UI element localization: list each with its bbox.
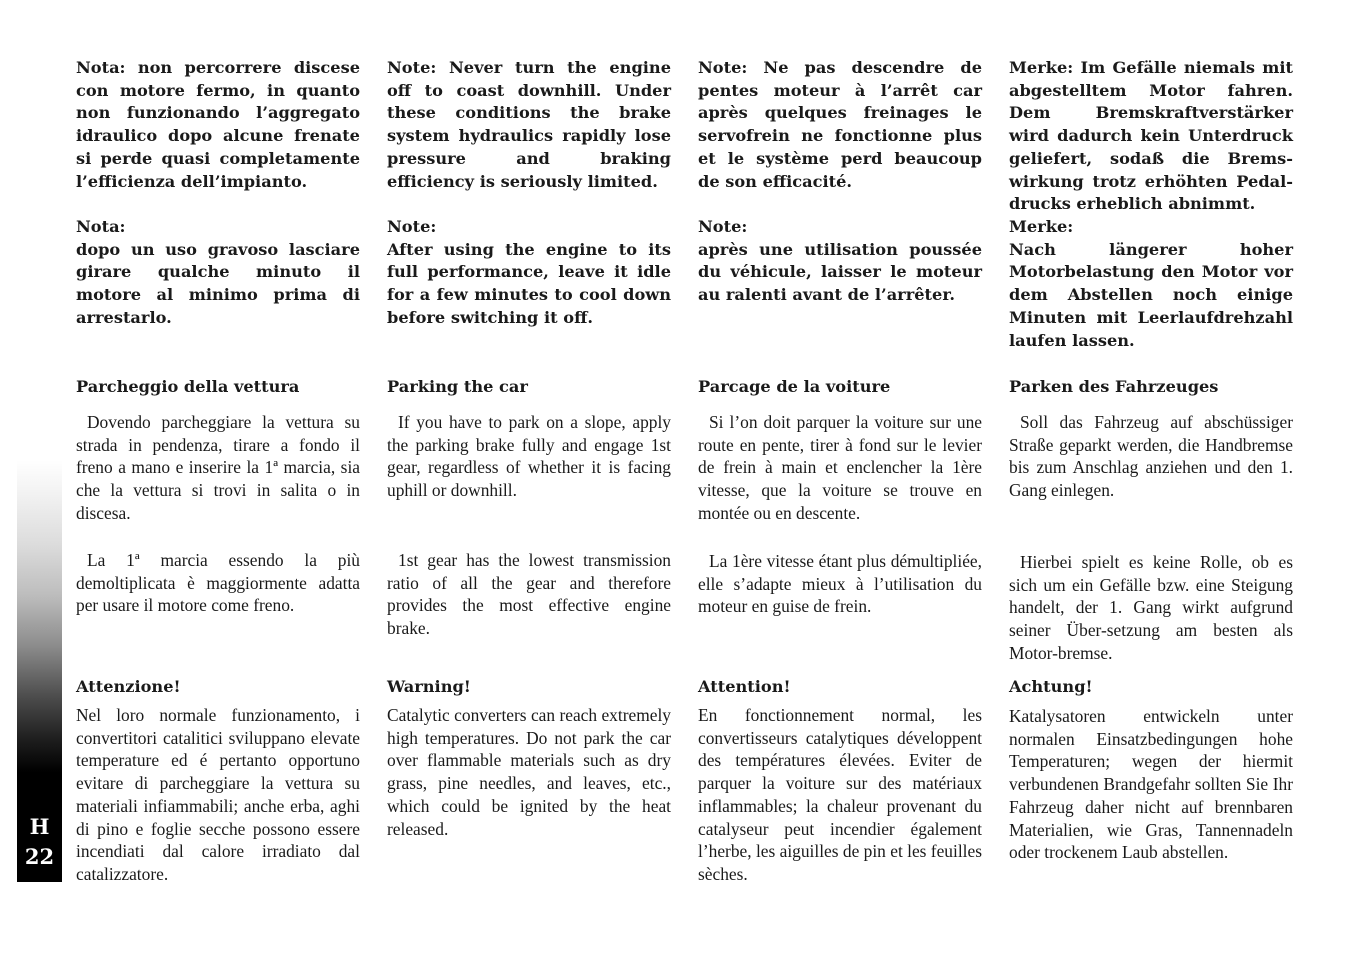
parking-heading: Parken des Fahrzeuges — [1009, 377, 1219, 396]
warning-text: Katalysatoren entwickeln unter normalen Einsatzbedingungen hohe Temperaturen; wegen der hiermit verbundenen Brandgefahr sollten Sie Ihr Fahrzeug daher nicht auf brennbaren Materialien, wie Gras, Tannennadeln oder trockenem Laub abstellen. — [1009, 706, 1293, 863]
parking-heading: Parking the car — [387, 377, 528, 396]
note-cooldown-text: Nach längerer hoher Motorbelastung den Motor vor dem Abstellen noch einige Minuten mit Leerlaufdrehzahl laufen lassen. — [1009, 239, 1293, 350]
parking-heading: Parcage de la voiture — [698, 377, 891, 396]
warning-text: Catalytic converters can reach extremely high temperatures. Do not park the car over flammable materials such as dry grass, pine needles, and leaves, etc., which could be ignited by the heat released. — [387, 705, 671, 839]
warning-heading: Achtung! — [1009, 677, 1093, 696]
note-cooldown — [76, 216, 360, 330]
note-coasting: Note: Ne pas descendre de pentes moteur à l’arrêt car après quelques freinages le servofrein ne fonctionne plus et le système perd beaucoup de son efficacité. — [698, 58, 982, 191]
warning-heading: Attention! — [698, 677, 791, 696]
note-coasting: Nota: non percorrere discese con motore fermo, in quanto non funzionando l’aggregato idraulico dopo alcune frenate si perde quasi completamente l’efficienza dell’impianto. — [76, 58, 360, 191]
warning-heading: Attenzione! — [76, 677, 181, 696]
note-cooldown-text: After using the engine to its full performance, leave it idle for a few minutes to cool down before switching it off. — [387, 239, 671, 327]
note-cooldown-text: après une utilisation poussée du véhicule, laisser le moteur au ralenti avant de l’arrêter. — [698, 239, 982, 305]
parking-paragraph-2: 1st gear has the lowest transmission ratio of all the gear and therefore provides the most effective engine brake. — [387, 550, 671, 639]
parking-paragraph-1: Soll das Fahrzeug auf abschüssiger Straße geparkt werden, die Handbremse bis zum Anschlag anziehen und den 1. Gang einlegen. — [1009, 412, 1293, 501]
parking-paragraph-1: Dovendo parcheggiare la vettura su strada in pendenza, tirare a fondo il freno a mano e inserire la 1ª marcia, sia che la vettura si trovi in salita o in discesa. — [76, 412, 360, 523]
warning-heading: Warning! — [387, 677, 471, 696]
parking-heading: Parcheggio della vettura — [76, 377, 300, 396]
section-letter: H — [29, 814, 50, 839]
parking-paragraph-2: Hierbei spielt es keine Rolle, ob es sich um ein Gefälle bzw. eine Steigung handelt, der 1. Gang wirkt aufgrund seiner Über-setzung am besten als Motor-bremse. — [1009, 552, 1293, 663]
note-coasting: Merke: Im Gefälle niemals mit abgestelltem Motor fahren. Dem Bremskraftverstärker wird dadurch kein Unterdruck geliefert, sodaß die Brems-wirkung trotz erhöhten Pedal-drucks erheblich abnimmt. — [1009, 58, 1293, 214]
note-cooldown — [698, 216, 982, 307]
note-coasting: Note: Never turn the engine off to coast downhill. Under these conditions the brake system hydraulics rapidly lose pressure and braking efficiency is seriously limited. — [387, 58, 671, 191]
page-number: 22 — [24, 844, 55, 869]
parking-paragraph-2: La 1ère vitesse étant plus démultipliée, elle s’adapte mieux à l’utilisation du moteur en guise de frein. — [698, 551, 982, 617]
note-cooldown-text: dopo un uso gravoso lasciare girare qualche minuto il motore al minimo prima di arrestarlo. — [76, 239, 360, 327]
note-cooldown-title: Merke: — [1009, 217, 1074, 236]
note-cooldown — [387, 216, 671, 330]
note-cooldown-title: Note: — [387, 217, 437, 236]
note-cooldown-title: Note: — [698, 217, 748, 236]
note-cooldown — [1009, 216, 1293, 352]
warning-text: En fonctionnement normal, les convertisseurs catalytiques développent des températures élevées. Eviter de parquer la voiture sur des matériaux inflammables; la chaleur provenant du catalyseur peut incendier également l’herbe, les aiguilles de pin et les feuilles sèches. — [698, 705, 982, 884]
parking-paragraph-2: La 1ª marcia essendo la più demoltiplicata è maggiormente adatta per usare il motore come freno. — [76, 550, 360, 616]
parking-paragraph-1: If you have to park on a slope, apply the parking brake fully and engage 1st gear, regardless of whether it is facing uphill or downhill. — [387, 412, 671, 501]
parking-paragraph-1: Si l’on doit parquer la voiture sur une route en pente, tirer à fond sur le levier de frein à main et enclencher la 1ère vitesse, que la voiture se trouve en montée ou en descente. — [698, 412, 982, 523]
note-cooldown-title: Nota: — [76, 217, 126, 236]
warning-text: Nel loro normale funzionamento, i convertitori catalitici sviluppano elevate temperature ed é pertanto opportuno evitare di parcheggiare la vettura su materiali infiammabili; anche erba, aghi di pino e foglie secche possono essere incendiati dal calore irradiato dal catalizzatore. — [76, 705, 360, 884]
